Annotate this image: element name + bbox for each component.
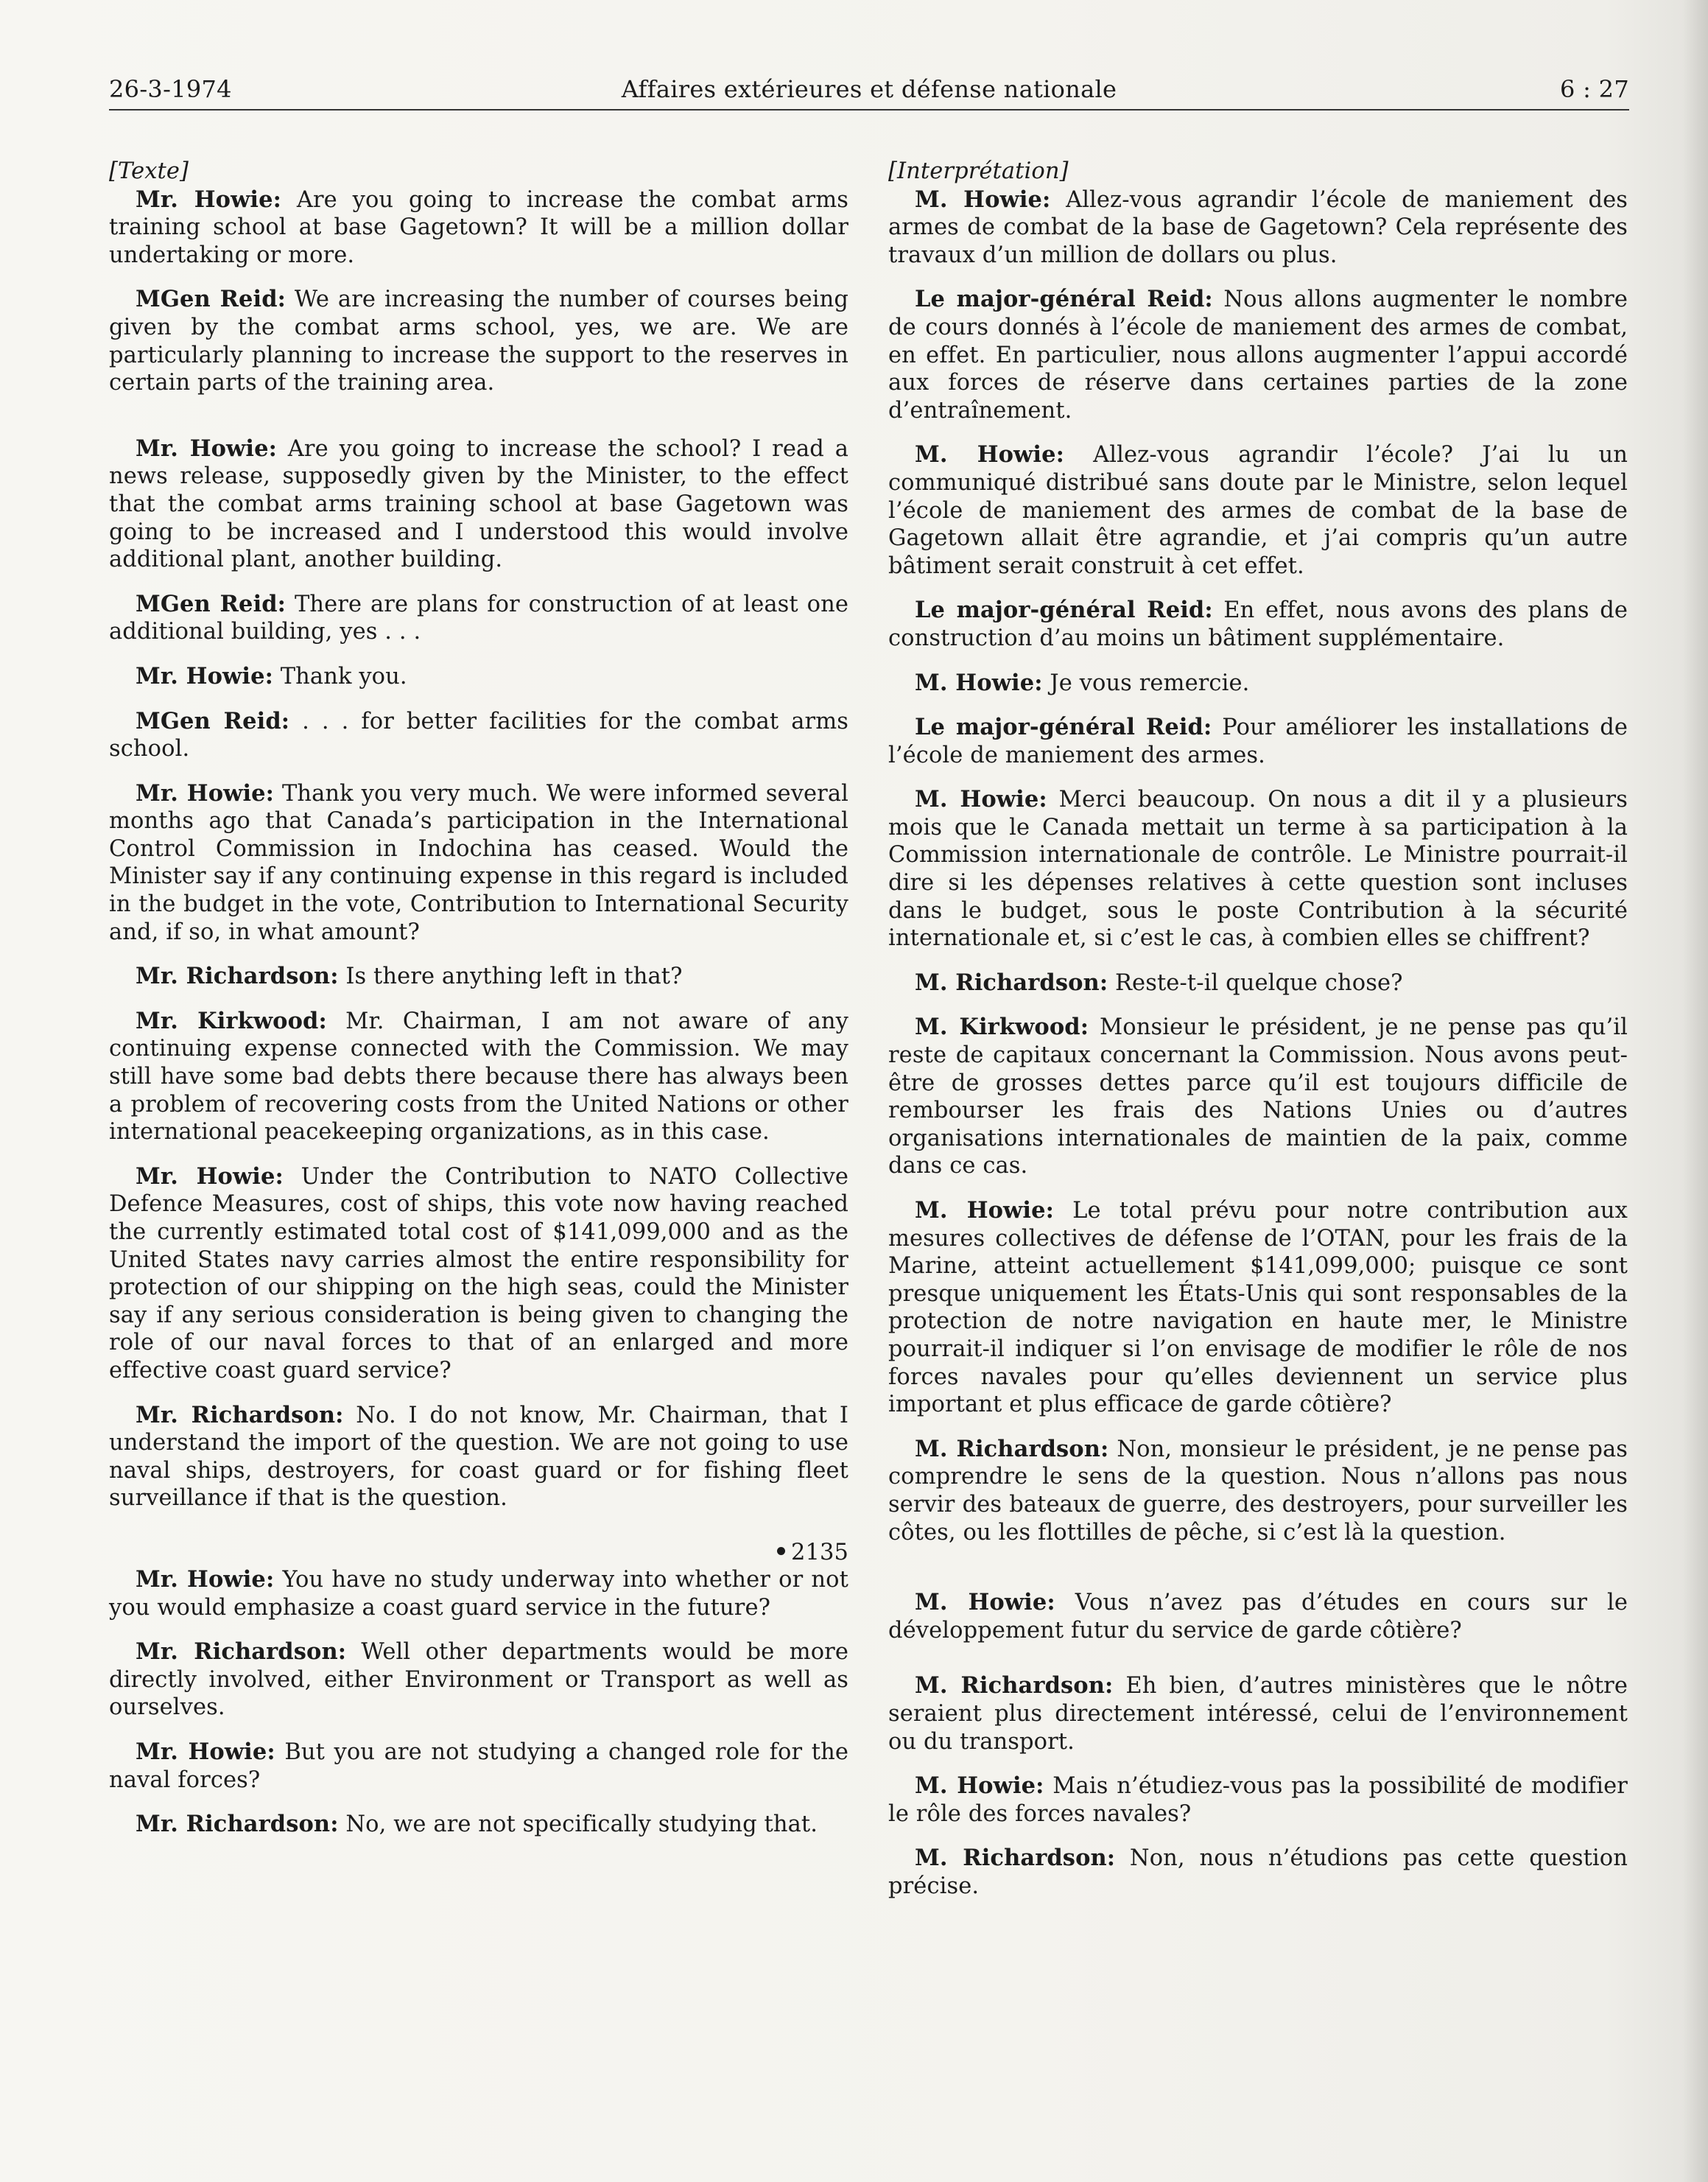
speaker-name: M. Richardson:	[915, 1435, 1109, 1462]
transcript-paragraph	[109, 1163, 848, 1385]
speaker-name: Mr. Richardson:	[136, 1401, 344, 1428]
speaker-name: MGen Reid:	[136, 590, 287, 617]
speaker-name: Le major-général Reid:	[915, 286, 1213, 313]
header-date: 26-3-1974	[109, 75, 232, 103]
transcript-paragraph	[109, 591, 848, 646]
text-tag: [Texte]	[109, 158, 189, 184]
time-marker	[109, 1539, 848, 1566]
transcript-paragraph	[888, 1436, 1628, 1546]
speaker-name: Mr. Richardson:	[136, 1811, 339, 1838]
english-column	[109, 158, 848, 1856]
speaker-name: M. Howie:	[915, 1197, 1054, 1224]
speech-text: Are you going to increase the combat arms training school at base Gagetown? It will be a million dollar undertaking or more.	[109, 186, 848, 268]
speech-text: Thank you.	[273, 663, 407, 690]
transcript-paragraph	[109, 435, 848, 574]
header-page-number: 6 : 27	[1559, 75, 1629, 103]
transcript-paragraph	[109, 780, 848, 947]
transcript-paragraph	[109, 1402, 848, 1512]
speaker-name: Mr. Howie:	[136, 1738, 275, 1765]
speech-text: Non, nous n’étudions pas cette question précise.	[888, 1845, 1628, 1899]
speaker-name: M. Howie:	[915, 786, 1047, 813]
speaker-name: Mr. Howie:	[136, 435, 277, 462]
french-column	[888, 158, 1628, 1917]
speech-text: Nous allons augmenter le nombre de cours donnés à l’école de maniement des armes de combat, en effet. En particulier, nous allons augmenter l’appui accordé aux forces de réserve dans certaines parties de la zone d’entraînement.	[888, 287, 1628, 424]
interpretation-tag: [Interprétation]	[888, 158, 1069, 184]
speaker-name: MGen Reid:	[136, 286, 287, 313]
bullet-icon	[777, 1547, 785, 1555]
transcript-paragraph	[888, 1672, 1628, 1755]
transcript-paragraph	[888, 1589, 1628, 1644]
speech-text: Allez-vous agrandir l’école? J’ai lu un communiqué distribué sans doute par le Ministre, selon lequel l’école de maniement des armes de combat de la base de Gagetown allait être agrandie, et j’ai compris qu’un autre bâtiment serait construit à cet effet.	[888, 442, 1628, 579]
speaker-name: M. Howie:	[915, 441, 1064, 469]
transcript-paragraph	[888, 969, 1628, 997]
speech-text: Pour améliorer les installations de l’école de maniement des armes.	[888, 715, 1628, 768]
transcript-paragraph	[888, 1845, 1628, 1900]
transcript-paragraph	[888, 597, 1628, 652]
speech-text: There are plans for construction of at least one additional building, yes . . .	[109, 591, 848, 645]
transcript-paragraph	[888, 1772, 1628, 1828]
speaker-name: Mr. Howie:	[136, 779, 275, 807]
speech-text: Merci beaucoup. On nous a dit il y a plusieurs mois que le Canada mettait un terme à sa participation à la Commission internationale de contrôle. Le Ministre pourrait-il dire si les dépenses relatives à cette question sont incluses dans le budget, sous le poste Contribution à la sécurité internationale et, si c’est le cas, à combien elles se chiffrent?	[888, 787, 1628, 952]
speaker-name: M. Howie:	[915, 186, 1051, 213]
transcript-paragraph	[109, 1739, 848, 1794]
speech-text: Well other departments would be more directly involved, either Environment or Transport as well as ourselves.	[109, 1639, 848, 1721]
speaker-name: M. Richardson:	[915, 969, 1108, 996]
transcript-paragraph	[109, 663, 848, 691]
transcript-paragraph	[888, 670, 1628, 698]
transcript-paragraph	[109, 286, 848, 396]
speaker-name: MGen Reid:	[136, 707, 290, 734]
page-binding-shadow	[1683, 0, 1708, 2182]
transcript-paragraph	[109, 1008, 848, 1146]
transcript-paragraph	[109, 1811, 848, 1839]
speaker-name: Mr. Richardson:	[136, 1638, 347, 1666]
speech-text: . . . for better facilities for the combat arms school.	[109, 708, 848, 762]
speaker-name: M. Richardson:	[915, 1845, 1116, 1872]
speaker-name: Mr. Kirkwood:	[136, 1007, 327, 1034]
transcript-paragraph	[109, 963, 848, 991]
transcript-paragraph	[109, 1566, 848, 1621]
running-header	[109, 72, 1629, 110]
speech-text: Le total prévu pour notre contribution aux mesures collectives de défense de l’OTAN, pour les frais de la Marine, atteint actuellement $141,099,000; puisque ce sont presque uniquement les États-Unis qui sont responsables de la protection de notre navigation en haute mer, le Ministre pourrait-il indiquer si l’on envisage de modifier le rôle de nos forces navales pour qu’elles deviennent un service plus important et plus efficace de garde côtière?	[888, 1198, 1628, 1418]
transcript-paragraph	[109, 1638, 848, 1722]
speech-text: Thank you very much. We were informed several months ago that Canada’s participation in the International Control Commission in Indochina has ceased. Would the Minister say if any continuing expense in this regard is included in the budget in the vote, Contribution to International Security and, if so, in what amount?	[109, 780, 848, 945]
transcript-paragraph	[888, 441, 1628, 580]
speech-text: Je vous remercie.	[1042, 670, 1250, 696]
speech-text: Allez-vous agrandir l’école de maniement des armes de combat de la base de Gagetown? Cela représente des travaux d’un million de dollars ou plus.	[888, 186, 1628, 268]
speaker-name: M. Kirkwood:	[915, 1014, 1089, 1041]
speech-text: You have no study underway into whether or not you would emphasize a coast guard service in the future?	[109, 1566, 848, 1621]
transcript-paragraph	[888, 786, 1628, 953]
transcript-paragraph	[888, 186, 1628, 270]
speaker-name: Mr. Howie:	[136, 1162, 284, 1190]
speaker-name: Mr. Howie:	[136, 1565, 275, 1593]
speech-text: Reste-t-il quelque chose?	[1108, 969, 1403, 996]
transcript-paragraph	[888, 1197, 1628, 1419]
speaker-name: Mr. Howie:	[136, 662, 273, 690]
transcript-paragraph	[109, 186, 848, 270]
speech-text: Eh bien, d’autres ministères que le nôtre seraient plus directement intéressé, celui de l’environnement ou du transport.	[888, 1673, 1628, 1755]
speaker-name: M. Howie:	[915, 1589, 1055, 1616]
speaker-name: M. Howie:	[915, 1772, 1044, 1800]
speech-text: We are increasing the number of courses being given by the combat arms school, yes, we are. We are particularly planning to increase the support to the reserves in certain parts of the training area.	[109, 287, 849, 396]
speech-text: No, we are not specifically studying that.	[338, 1811, 818, 1838]
transcript-paragraph	[888, 286, 1628, 424]
speech-text: Are you going to increase the school? I read a news release, supposedly given by the Minister, to the effect that the combat arms training school at base Gagetown was going to be increased and I understood this would involve additional plant, another building.	[109, 435, 848, 573]
speech-text: Under the Contribution to NATO Collective Defence Measures, cost of ships, this vote now having reached the currently estimated total cost of $141,099,000 and as the United States navy carries almost the entire responsibility for protection of our shipping on the high seas, could the Minister say if any serious consideration is being given to changing the role of our naval forces to that of an enlarged and more effective coast guard service?	[109, 1163, 848, 1383]
speech-text: Mais n’étudiez-vous pas la possibilité de modifier le rôle des forces navales?	[888, 1773, 1628, 1827]
speech-text: Vous n’avez pas d’études en cours sur le développement futur du service de garde côtière?	[888, 1590, 1628, 1643]
time-marker-value: 2135	[790, 1539, 848, 1565]
speech-text: Mr. Chairman, I am not aware of any continuing expense connected with the Commission. We may still have some bad debts there because there has always been a problem of recovering costs from the United Nations or other international peacekeeping organizations, as in this case.	[109, 1008, 848, 1146]
header-title: Affaires extérieures et défense nationale	[621, 75, 1117, 103]
speaker-name: M. Howie:	[915, 669, 1043, 696]
speaker-name: Mr. Richardson:	[136, 963, 339, 990]
transcript-paragraph	[888, 1014, 1628, 1180]
speaker-name: Le major-général Reid:	[915, 597, 1213, 624]
speech-text: Monsieur le président, je ne pense pas qu’il reste de capitaux concernant la Commission. Nous avons peut-être de grosses dettes parce qu’il est toujours difficile de rembourser les frais des Nations Unies ou d’autres organisations internationales de maintien de la paix, comme dans ce cas.	[888, 1014, 1628, 1179]
speech-text: No. I do not know, Mr. Chairman, that I understand the import of the question. We are not going to use naval ships, destroyers, for coast guard or for fishing fleet surveillance if that is the question.	[109, 1402, 848, 1512]
speaker-name: Le major-général Reid:	[915, 714, 1212, 741]
speech-text: But you are not studying a changed role for the naval forces?	[109, 1739, 848, 1793]
speech-text: Non, monsieur le président, je ne pense pas comprendre le sens de la question. Nous n’allons pas nous servir des bateaux de guerre, des destroyers, pour surveiller les côtes, ou les flottilles de pêche, si c’est là la question.	[888, 1436, 1628, 1546]
speaker-name: M. Richardson:	[915, 1672, 1114, 1699]
transcript-paragraph	[109, 708, 848, 763]
speech-text: Is there anything left in that?	[338, 964, 683, 990]
transcript-paragraph	[888, 714, 1628, 769]
speaker-name: Mr. Howie:	[136, 186, 281, 213]
speech-text: En effet, nous avons des plans de construction d’au moins un bâtiment supplémentaire.	[888, 597, 1628, 651]
